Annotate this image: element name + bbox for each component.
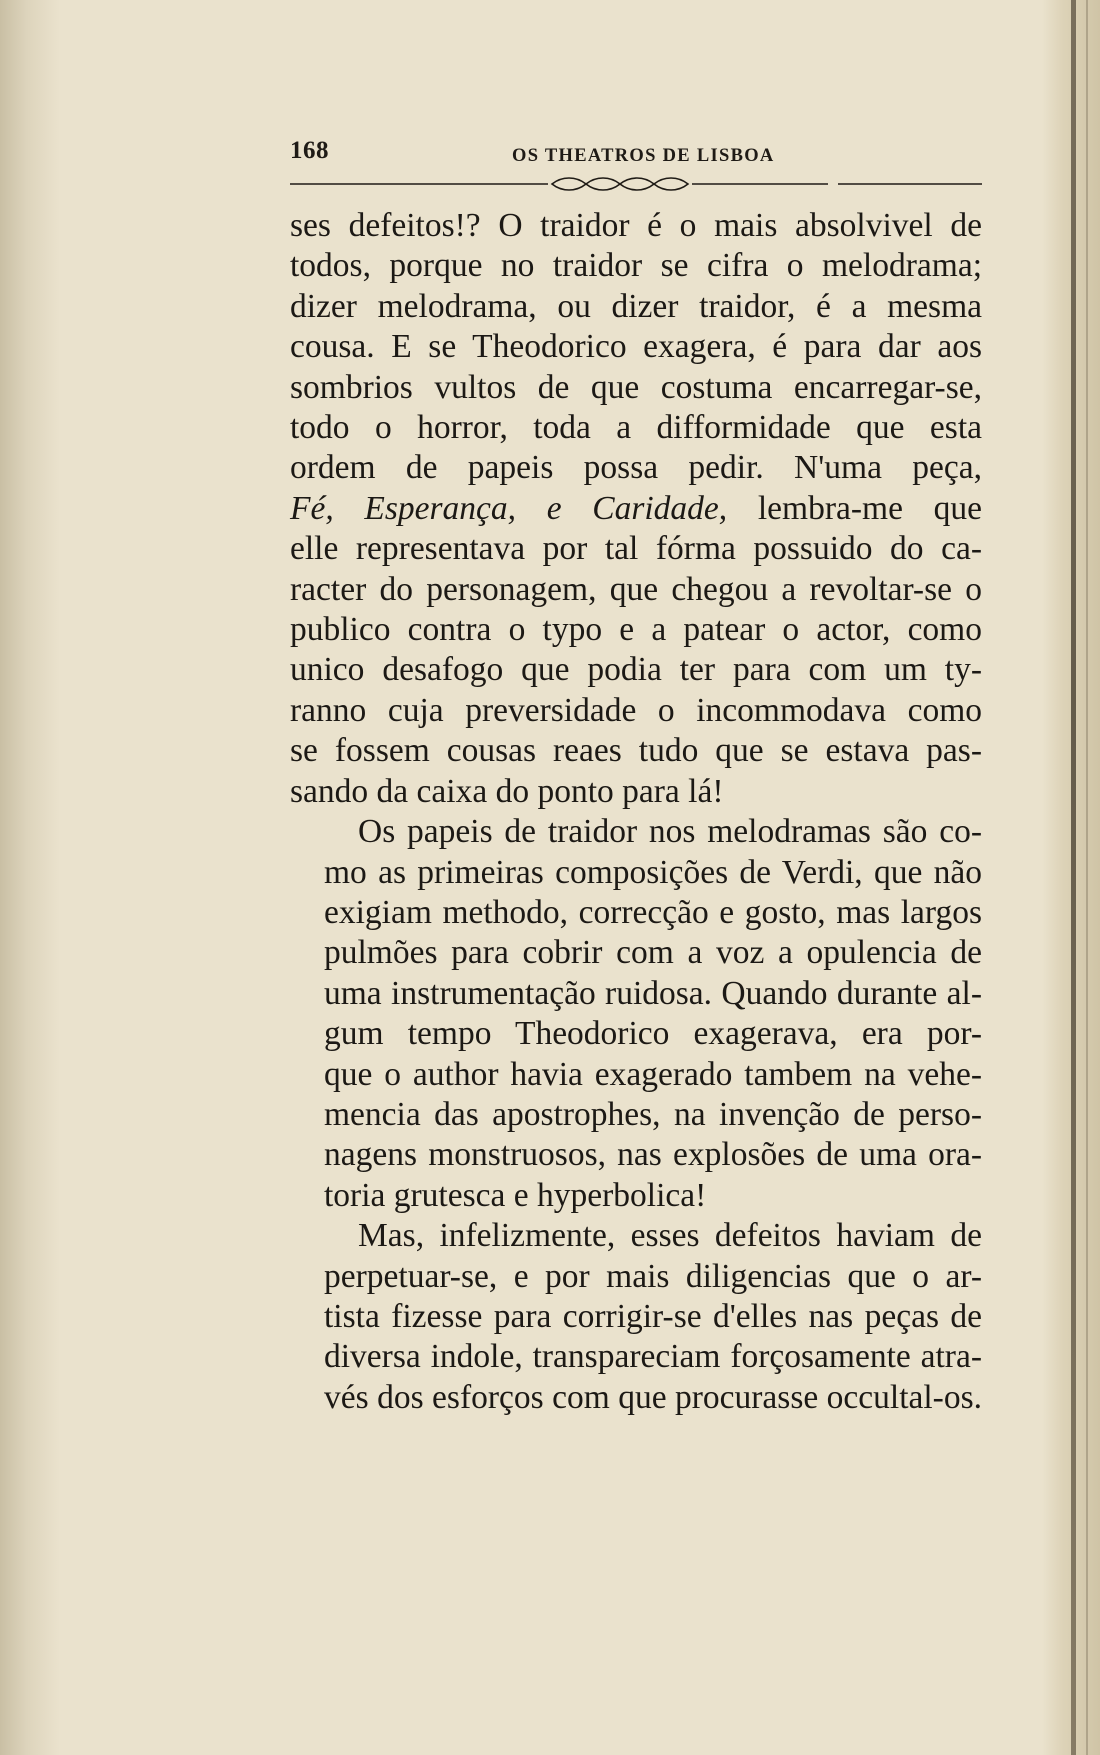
text-line [290,489,982,529]
header-ornament-rule [290,174,982,194]
page-header [290,137,982,177]
text-line: sando da caixa do ponto para lá! [290,772,724,810]
text-line: exigiam methodo, correcção e gosto, mas largos [324,893,982,931]
text-line: gum tempo Theodorico exagerava, era por- [324,1015,982,1053]
text-line: diversa indole, transpareciam forçosamente atra- [324,1338,982,1376]
text-line: ranno cuja preversidade o incommodava como [290,691,982,729]
text-line: unico desafogo que podia ter para com um ty- [290,651,982,689]
text-line: elle representava por tal fórma possuido do ca- [290,530,982,568]
text-line: se fossem cousas reaes tudo que se estava pas- [290,732,982,770]
text-line: dizer melodrama, ou dizer traidor, é a mesma [290,287,982,325]
page-number: 168 [290,137,329,164]
text-line: cousa. E se Theodorico exagera, é para dar aos [290,328,982,366]
text-line: toria grutesca e hyperbolica! [324,1176,707,1214]
text-line: Os papeis de traidor nos melodramas são co- [358,813,982,851]
text-line: tista fizesse para corrigir-se d'elles nas peças de [324,1297,982,1335]
text-fragment: lembra-me que [727,489,982,527]
text-line: todo o horror, toda a difformidade que esta [290,409,982,447]
paragraph-2 [290,812,982,1216]
text-line: publico contra o typo e a patear o actor, como [290,611,982,649]
paragraph-1 [290,206,982,812]
text-line: racter do personagem, que chegou a revoltar-se o [290,570,982,608]
text-line: mo as primeiras composições de Verdi, que não [324,853,982,891]
text-line: nagens monstruosos, nas explosões de uma ora- [324,1136,982,1174]
text-line: mencia das apostrophes, na invenção de perso- [324,1095,982,1133]
text-line: Mas, infelizmente, esses defeitos haviam de [358,1217,982,1255]
page-edge-line-secondary [1086,0,1088,1755]
page-edge-line [1071,0,1076,1755]
text-line: ses defeitos!? O traidor é o mais absolvivel de [290,207,982,244]
italic-play-title: Fé, Esperança, e Caridade, [290,489,728,527]
text-line: pulmões para cobrir com a voz a opulencia de [324,934,982,972]
text-line: vés dos esforços com que procurasse occultal-os. [324,1378,982,1416]
body-text [290,206,982,1418]
text-line: todos, porque no traidor se cifra o melodrama; [290,247,982,285]
text-line: perpetuar-se, e por mais diligencias que o ar- [324,1257,982,1295]
ornament-links [552,178,688,190]
page-gutter-shadow [0,0,60,1755]
text-line: ordem de papeis possa pedir. N'uma peça, [290,449,982,487]
text-line: uma instrumentação ruidosa. Quando durante al- [324,974,982,1012]
running-head: OS THEATROS DE LISBOA [512,146,775,166]
text-line: que o author havia exagerado tambem na vehe- [324,1055,982,1093]
paragraph-3 [290,1216,982,1418]
text-line: sombrios vultos de que costuma encarregar-se, [290,368,982,406]
